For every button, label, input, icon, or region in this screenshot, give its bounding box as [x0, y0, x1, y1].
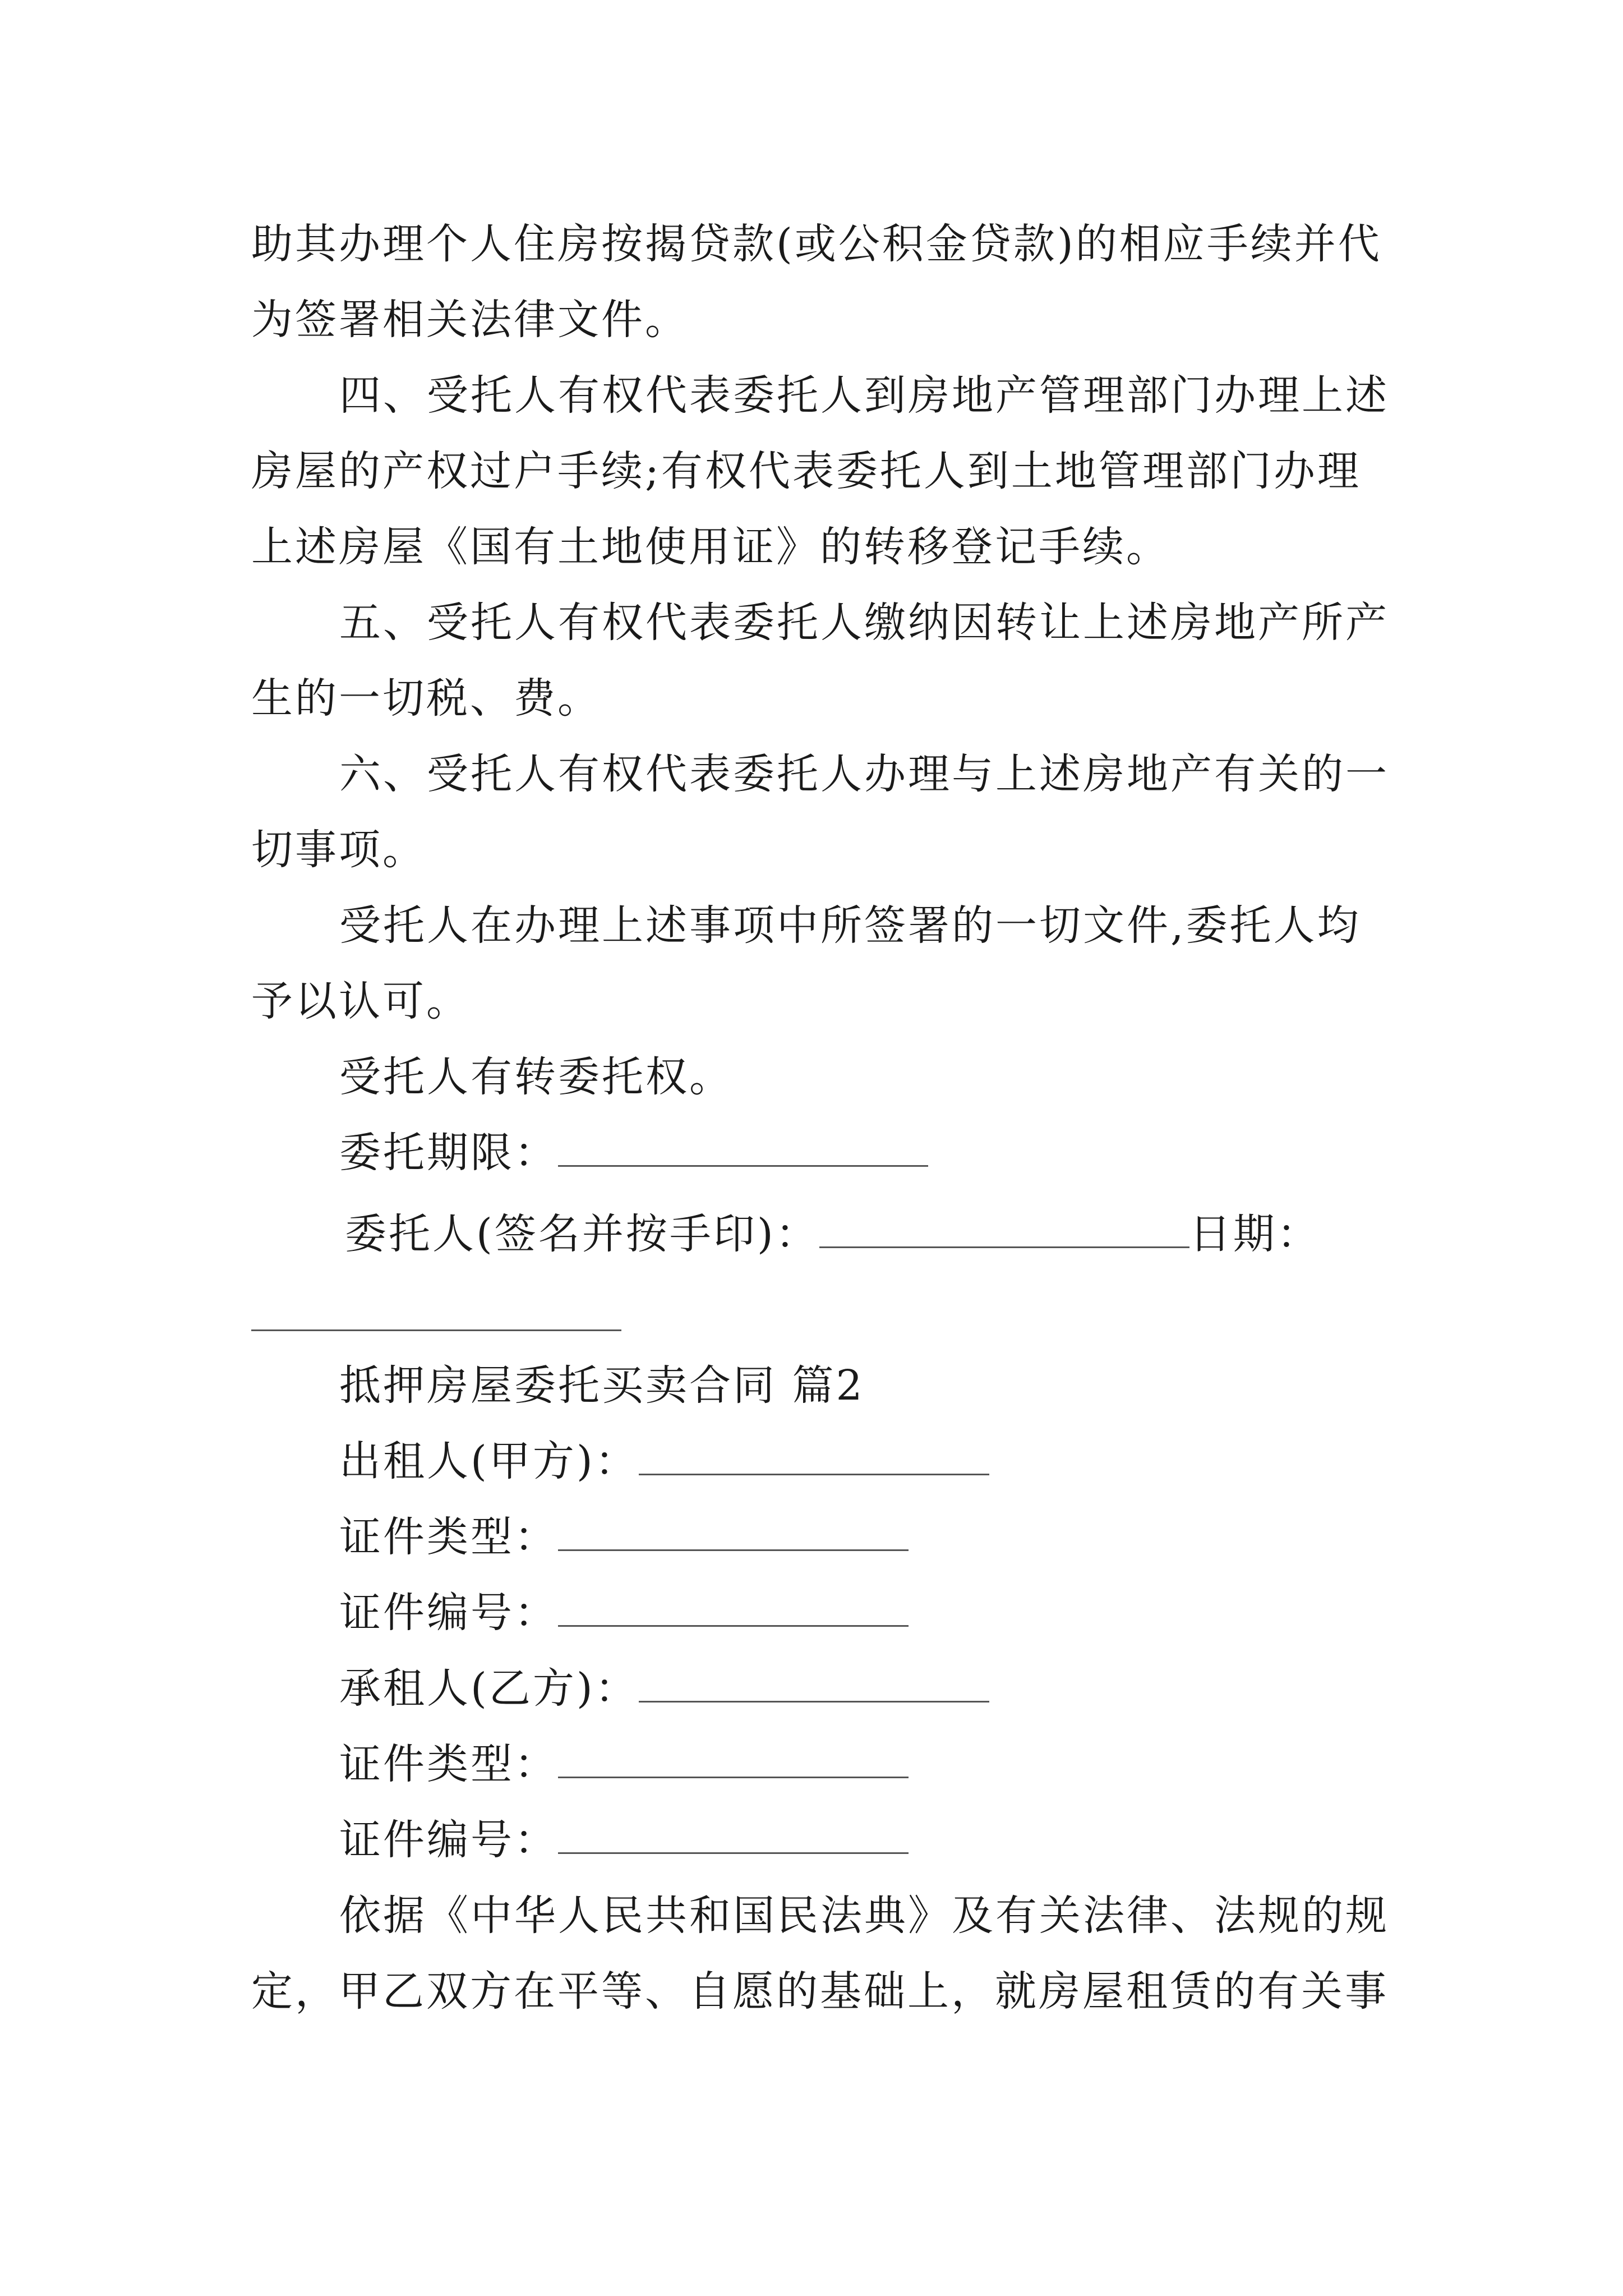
lessee-row — [339, 1660, 989, 1717]
date-blank — [251, 1329, 621, 1331]
lessee-blank — [639, 1666, 989, 1703]
clause-four: 四、受托人有权代表委托人到房地产管理部门办理上述 — [339, 371, 1389, 420]
lessor-id-number-row — [339, 1585, 909, 1641]
clause-five: 五、受托人有权代表委托人缴纳因转让上述房地产所产 — [339, 599, 1389, 647]
paragraph-line: 房屋的产权过户手续;有权代表委托人到土地管理部门办理 — [251, 447, 1361, 495]
paragraph-line: 生的一切税、费。 — [251, 674, 601, 723]
paragraph-line: 受托人在办理上述事项中所签署的一切文件,委托人均 — [339, 901, 1361, 950]
id-type-label: 证件类型： — [339, 1740, 558, 1788]
principal-signature-row — [345, 1206, 1321, 1262]
lessee-id-number-row — [339, 1812, 909, 1868]
id-type-blank — [558, 1515, 909, 1551]
lessee-label: 承租人(乙方)： — [339, 1664, 639, 1713]
id-type-blank — [558, 1742, 909, 1778]
id-number-blank — [558, 1590, 909, 1627]
delegation-period-row — [339, 1125, 928, 1181]
lessor-id-type-row — [339, 1509, 909, 1565]
paragraph-line: 予以认可。 — [251, 977, 470, 1025]
paragraph-line: 为签署相关法律文件。 — [251, 296, 689, 344]
id-number-blank — [558, 1818, 909, 1854]
delegation-period-blank — [558, 1130, 928, 1167]
id-number-label: 证件编号： — [339, 1816, 558, 1864]
paragraph-line: 上述房屋《国有土地使用证》的转移登记手续。 — [251, 523, 1170, 571]
delegation-period-label: 委托期限： — [339, 1129, 558, 1177]
lessor-blank — [639, 1439, 989, 1475]
date-label: 日期： — [1189, 1210, 1321, 1258]
section-title: 抵押房屋委托买卖合同 篇2 — [339, 1361, 865, 1410]
paragraph-line: 依据《中华人民共和国民法典》及有关法律、法规的规 — [339, 1892, 1389, 1940]
id-type-label: 证件类型： — [339, 1513, 558, 1561]
lessor-label: 出租人(甲方)： — [339, 1437, 639, 1485]
lessee-id-type-row — [339, 1736, 909, 1792]
clause-six: 六、受托人有权代表委托人办理与上述房地产有关的一 — [339, 750, 1389, 798]
lessor-row — [339, 1433, 989, 1489]
paragraph-line: 助其办理个人住房按揭贷款(或公积金贷款)的相应手续并代 — [251, 220, 1382, 268]
paragraph-line: 切事项。 — [251, 826, 426, 874]
paragraph-line: 定，甲乙双方在平等、自愿的基础上，就房屋租赁的有关事 — [251, 1967, 1389, 2016]
principal-signature-label: 委托人(签名并按手印)： — [345, 1210, 819, 1258]
id-number-label: 证件编号： — [339, 1589, 558, 1637]
principal-signature-blank — [819, 1212, 1189, 1248]
paragraph-line: 受托人有转委托权。 — [339, 1053, 733, 1101]
